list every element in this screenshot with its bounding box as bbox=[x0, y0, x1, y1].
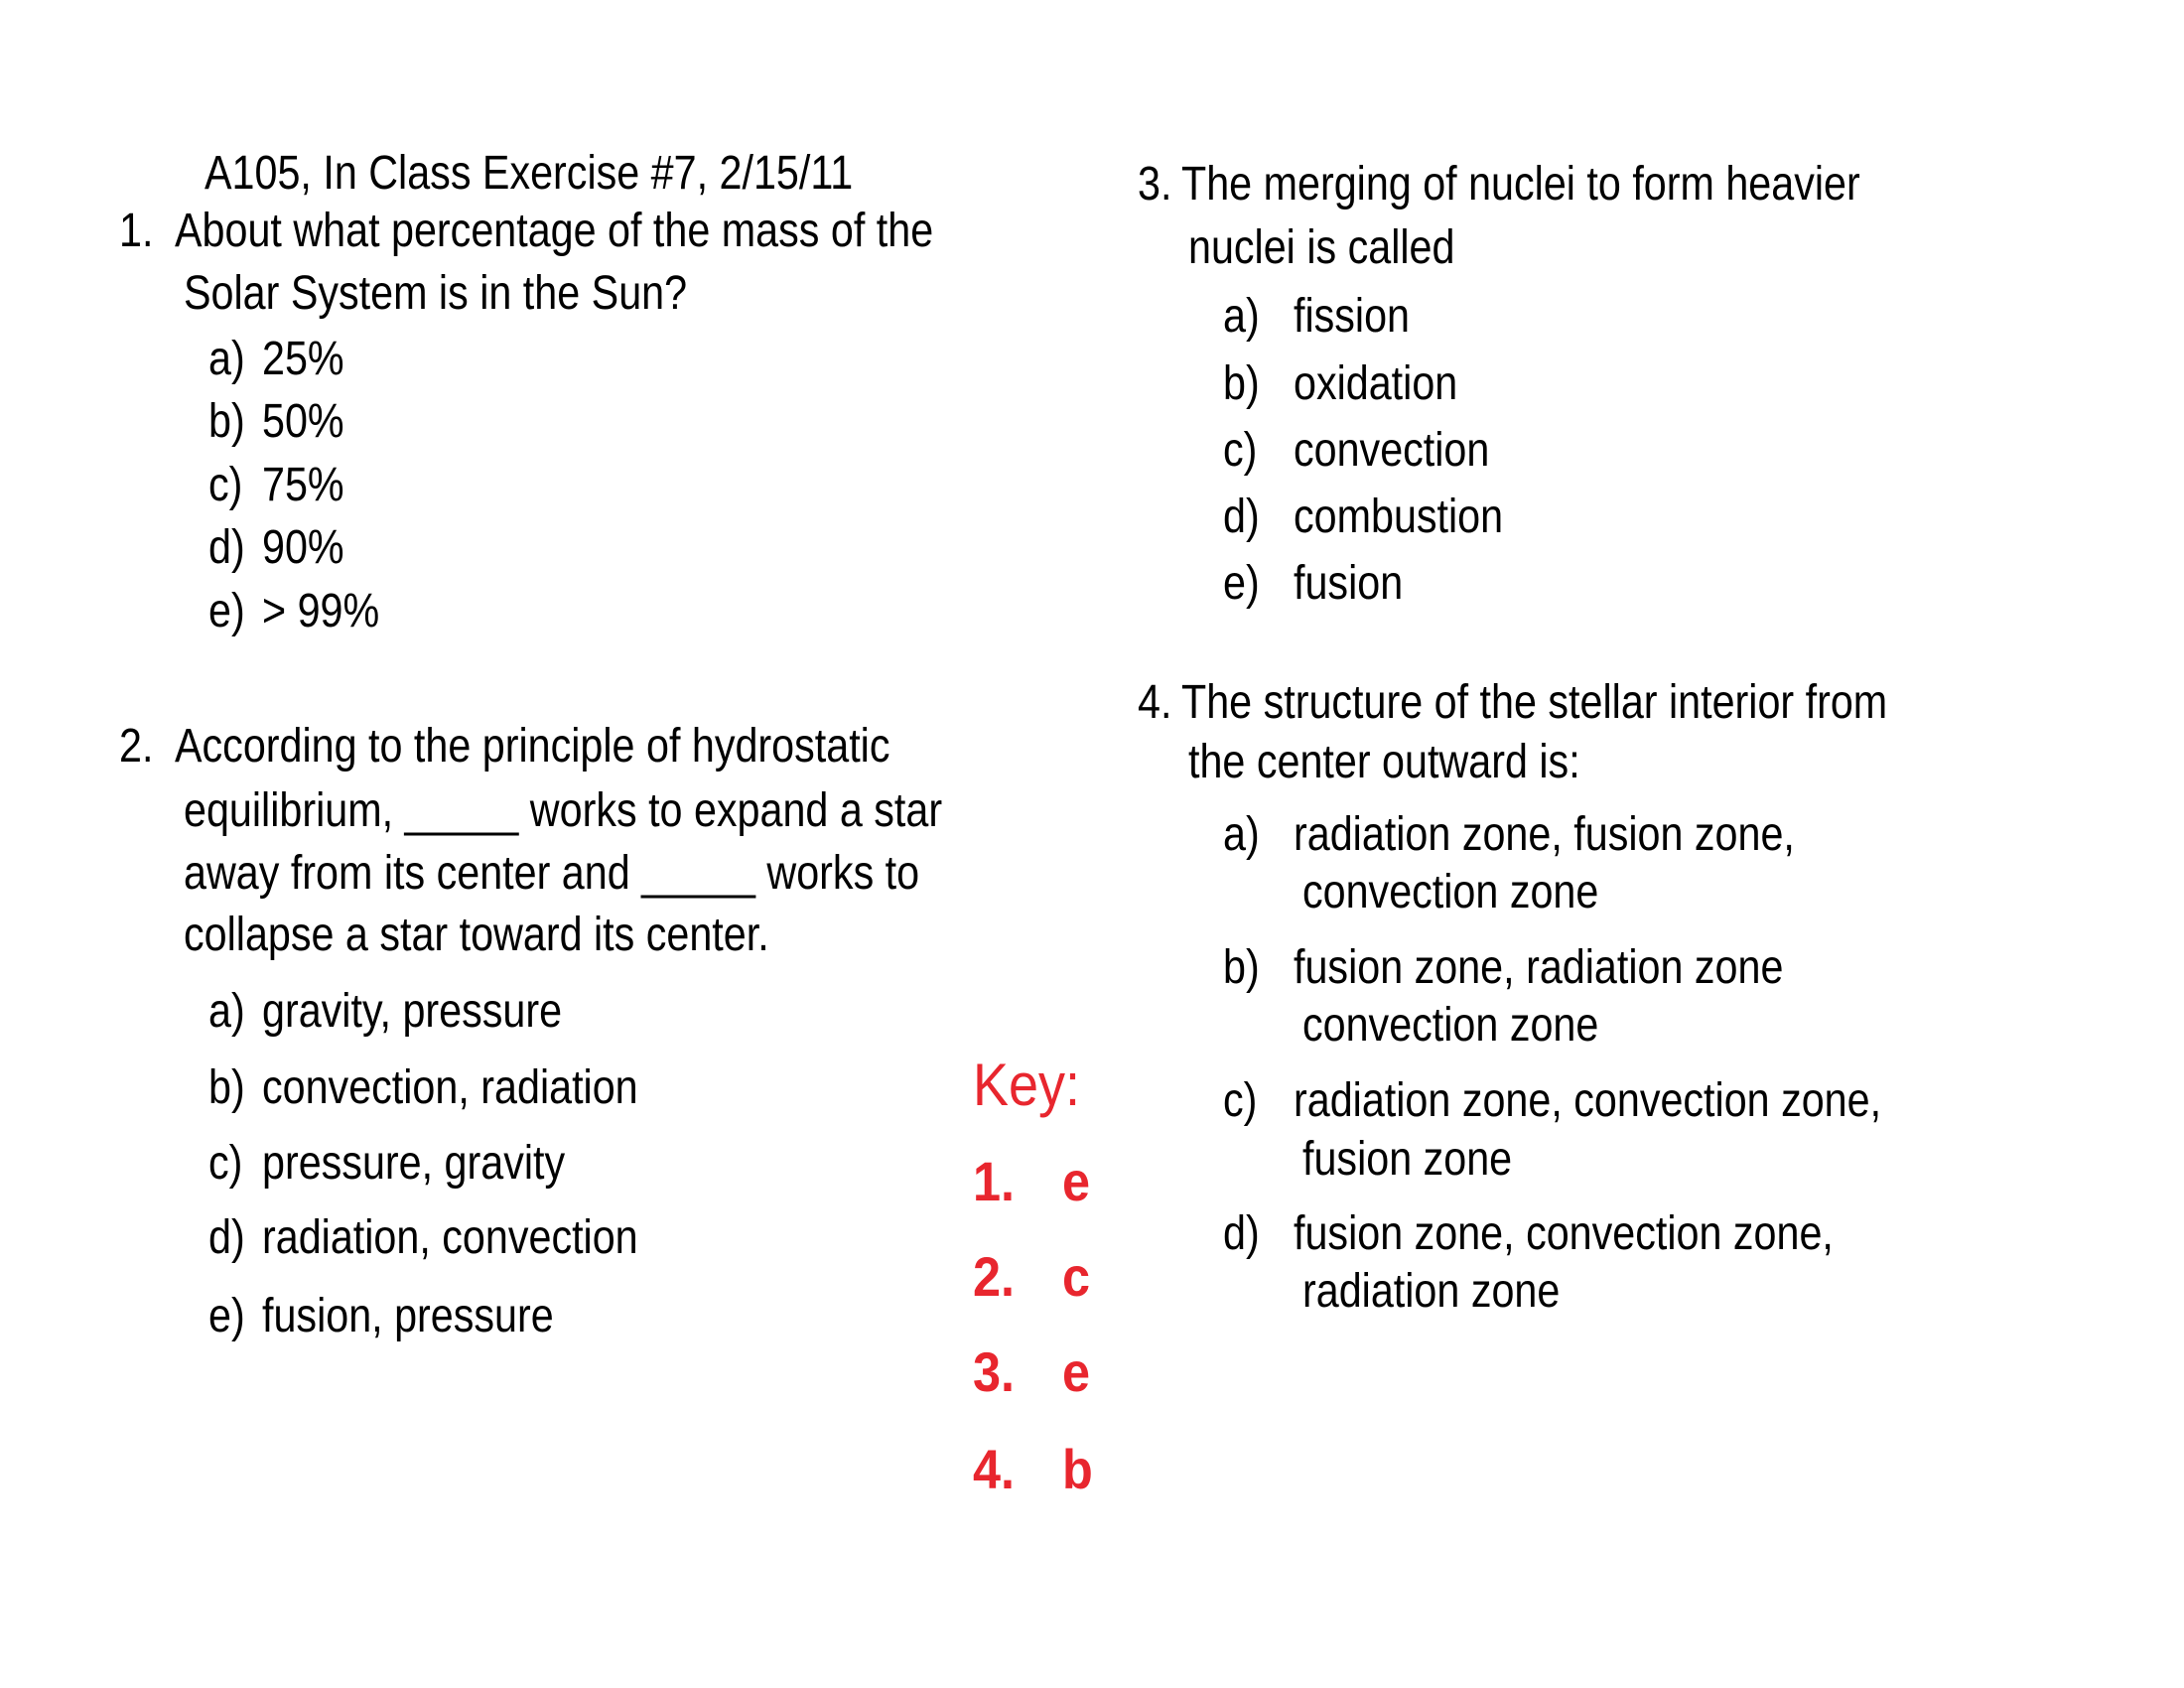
option-text-line: convection zone bbox=[1302, 866, 1599, 918]
option-letter: d) bbox=[208, 521, 245, 574]
option-text: gravity, pressure bbox=[262, 985, 563, 1038]
question-number: 2. bbox=[119, 720, 154, 773]
option-text-line: fusion zone bbox=[1302, 1133, 1513, 1186]
option-text: fusion, pressure bbox=[262, 1290, 554, 1342]
question-text-line: Solar System is in the Sun? bbox=[184, 267, 688, 320]
question-text-line: away from its center and _____ works to bbox=[184, 847, 920, 900]
option-text: > 99% bbox=[262, 585, 380, 637]
question-text-line: equilibrium, _____ works to expand a star bbox=[184, 784, 943, 837]
question-text-line: nuclei is called bbox=[1188, 221, 1455, 274]
option-letter: e) bbox=[208, 585, 245, 637]
question-text-line: the center outward is: bbox=[1188, 736, 1580, 788]
question-number: 1. bbox=[119, 205, 154, 257]
worksheet-title: A105, In Class Exercise #7, 2/15/11 bbox=[205, 147, 854, 200]
answer-key-letter: e bbox=[1062, 1340, 1091, 1403]
answer-key-number: 3. bbox=[973, 1340, 1016, 1403]
option-text-line: radiation zone, fusion zone, bbox=[1294, 808, 1795, 861]
option-text-line: fusion zone, convection zone, bbox=[1294, 1207, 1834, 1260]
option-letter: d) bbox=[1223, 1207, 1260, 1260]
option-letter: e) bbox=[208, 1290, 245, 1342]
option-text: convection bbox=[1294, 424, 1490, 477]
option-text: fusion bbox=[1294, 557, 1404, 610]
question-text-line: collapse a star toward its center. bbox=[184, 909, 769, 961]
option-letter: a) bbox=[1223, 290, 1260, 343]
question-text-line: According to the principle of hydrostatic bbox=[175, 720, 890, 773]
option-text: pressure, gravity bbox=[262, 1137, 566, 1190]
question-number: 3. bbox=[1138, 158, 1172, 211]
answer-key-letter: b bbox=[1062, 1438, 1093, 1500]
answer-key-number: 4. bbox=[973, 1438, 1016, 1500]
option-letter: a) bbox=[1223, 808, 1260, 861]
question-text-line: The merging of nuclei to form heavier bbox=[1181, 158, 1860, 211]
question-text-line: The structure of the stellar interior from bbox=[1181, 676, 1888, 729]
option-letter: c) bbox=[208, 1137, 243, 1190]
question-text-line: About what percentage of the mass of the bbox=[175, 205, 934, 257]
option-letter: b) bbox=[208, 1061, 245, 1114]
option-letter: d) bbox=[208, 1211, 245, 1264]
answer-key-title: Key: bbox=[973, 1052, 1081, 1118]
option-letter: c) bbox=[1223, 1074, 1258, 1127]
option-text: 50% bbox=[262, 395, 344, 448]
option-letter: c) bbox=[1223, 424, 1258, 477]
option-letter: a) bbox=[208, 985, 245, 1038]
option-text-line: radiation zone bbox=[1302, 1265, 1561, 1318]
option-letter: a) bbox=[208, 333, 245, 385]
option-letter: b) bbox=[1223, 357, 1260, 410]
option-text: oxidation bbox=[1294, 357, 1458, 410]
question-number: 4. bbox=[1138, 676, 1172, 729]
answer-key-letter: e bbox=[1062, 1150, 1091, 1212]
option-text-line: convection zone bbox=[1302, 999, 1599, 1052]
option-text: fission bbox=[1294, 290, 1411, 343]
option-text: 90% bbox=[262, 521, 344, 574]
option-text: radiation, convection bbox=[262, 1211, 638, 1264]
option-text-line: fusion zone, radiation zone bbox=[1294, 941, 1784, 994]
option-text-line: radiation zone, convection zone, bbox=[1294, 1074, 1882, 1127]
option-text: combustion bbox=[1294, 491, 1504, 543]
option-letter: b) bbox=[208, 395, 245, 448]
answer-key-letter: c bbox=[1062, 1245, 1091, 1308]
option-text: 75% bbox=[262, 459, 344, 511]
option-letter: c) bbox=[208, 459, 243, 511]
option-text: convection, radiation bbox=[262, 1061, 638, 1114]
option-letter: e) bbox=[1223, 557, 1260, 610]
answer-key-number: 1. bbox=[973, 1150, 1016, 1212]
option-letter: d) bbox=[1223, 491, 1260, 543]
answer-key-number: 2. bbox=[973, 1245, 1016, 1308]
option-letter: b) bbox=[1223, 941, 1260, 994]
option-text: 25% bbox=[262, 333, 344, 385]
